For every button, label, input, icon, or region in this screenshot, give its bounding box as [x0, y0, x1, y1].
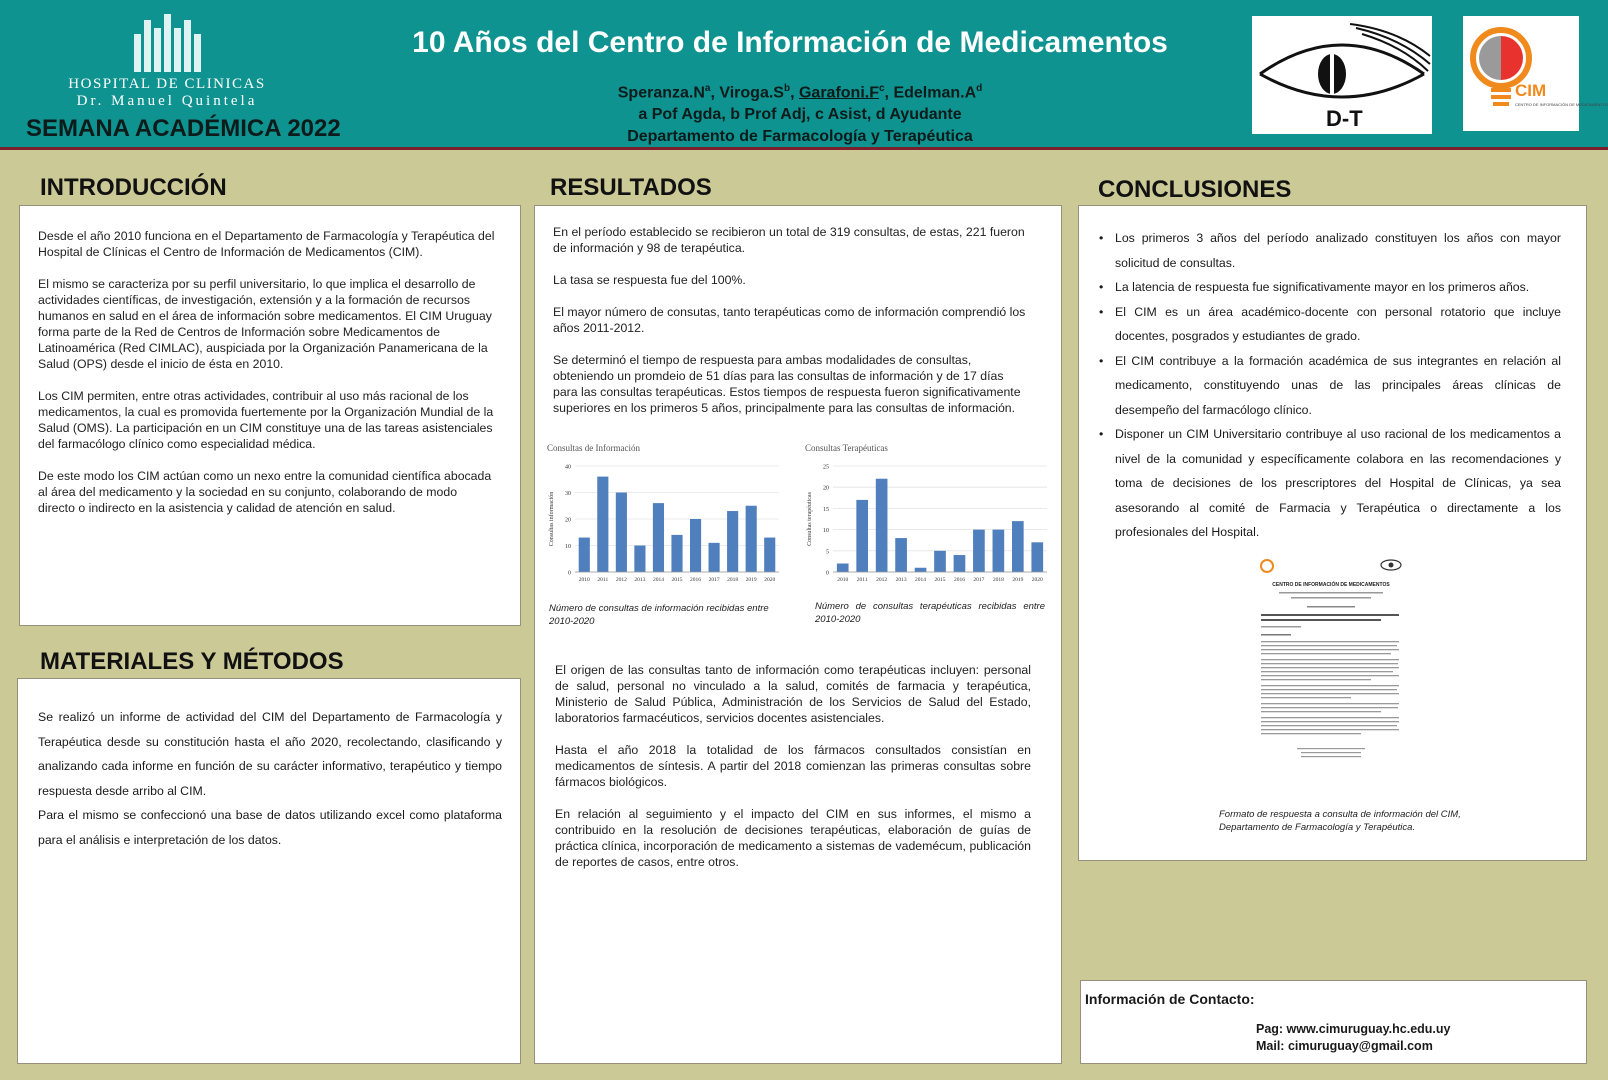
y-tick-label: 5	[826, 549, 829, 556]
y-tick-label: 0	[568, 570, 571, 577]
y-tick-label: 0	[826, 570, 829, 577]
x-tick-label: 2017	[708, 577, 720, 583]
results-panel	[534, 205, 1062, 1064]
hospital-columns-icon	[62, 14, 272, 72]
bar-2010	[579, 538, 590, 572]
y-tick-label: 20	[823, 485, 829, 492]
results-title: RESULTADOS	[550, 174, 712, 201]
intro-paragraph: De este modo los CIM actúan como un nexo entre la comunidad científica abocada al área del medicamento y la sociedad en su conjunto, colaborando de modo directo o indirecto en la asistencia y calidad de atención en salud.	[38, 469, 492, 515]
x-tick-label: 2018	[727, 577, 739, 583]
x-tick-label: 2020	[1031, 577, 1043, 583]
hospital-name: HOSPITAL DE CLINICAS	[68, 76, 266, 92]
chart-consultas-terapeuticas	[803, 440, 1053, 595]
x-tick-label: 2016	[690, 577, 702, 583]
x-tick-label: 2013	[634, 577, 646, 583]
results-paragraph: En el período establecido se recibieron un total de 319 consultas, de estas, 221 fueron de información y 98 de terapéutica.	[553, 225, 1025, 255]
conclusions-panel	[1078, 205, 1587, 861]
hospital-subname: Dr. Manuel Quintela	[76, 93, 258, 109]
poster-header	[0, 0, 1608, 150]
bar-2014	[653, 503, 664, 572]
results-paragraph: Se determinó el tiempo de respuesta para ambas modalidades de consultas, obteniendo un promdeio de 51 días para las consultas de información y de 17 días para las consultas terapéuticas. Estos tiempos de respuesta fueron significativamente superiores en los primeros 5 años, principalmente para las consultas de información.	[553, 353, 1021, 415]
results-paragraph: En relación al seguimiento y el impacto del CIM en sus informes, el mismo a contribuido en la resolución de decisiones terapéuticas, elaboración de guías de práctica clínica, incorporación de medicamento a sistemas de vademécum, publicación de reportes de casos, entre otros.	[555, 807, 1031, 869]
conclusion-item: • Los primeros 3 años del período analizado constituyen los años con mayor solicitud de consultas.	[1099, 226, 1561, 275]
bar-2013	[895, 538, 907, 572]
y-tick-label: 40	[565, 464, 571, 471]
bar-2015	[934, 551, 946, 572]
y-tick-label: 10	[565, 544, 571, 550]
department: Departamento de Farmacología y Terapéutica	[627, 128, 973, 146]
intro-paragraph: Desde el año 2010 funciona en el Departamento de Farmacología y Terapéutica del Hospital de Clínicas el Centro de Información de Medicamentos (CIM).	[38, 229, 495, 259]
y-tick-label: 15	[823, 506, 829, 513]
bar-2015	[671, 535, 682, 572]
x-tick-label: 2017	[973, 577, 985, 583]
y-axis-label: Consultas terapéuticas	[807, 492, 813, 546]
y-axis-label: Consultas información	[549, 491, 555, 547]
dft-eye-logo	[1252, 16, 1432, 134]
results-paragraph: El origen de las consultas tanto de información como terapéuticas incluyen: personal de salud, personal no vinculado a la salud, comités de farmacia y terapéutica, Ministerio de Salud Pública, Administración de los Servicios de Salud del Estado, laboratorios farmacéuticos, servicios docentes asistenciales.	[555, 663, 1031, 725]
contact-email[interactable]: Mail: cimuruguay@gmail.com	[1256, 1039, 1433, 1053]
intro-panel	[19, 205, 521, 626]
x-tick-label: 2019	[1012, 577, 1024, 583]
x-tick-label: 2020	[764, 577, 776, 583]
svg-text:CENTRO DE INFORMACIÓN DE MEDIC: CENTRO DE INFORMACIÓN DE MEDICAMENTOS	[1272, 582, 1390, 588]
bar-2011	[597, 477, 608, 572]
conclusions-title: CONCLUSIONES	[1098, 176, 1292, 203]
x-tick-label: 2010	[578, 577, 590, 583]
chart-title: Consultas Terapéuticas	[805, 443, 888, 453]
cim-logo	[1463, 16, 1608, 131]
x-tick-label: 2010	[837, 577, 849, 583]
x-tick-label: 2018	[992, 577, 1004, 583]
methods-panel	[17, 678, 521, 1064]
poster-title: 10 Años del Centro de Información de Medicamentos	[412, 26, 1168, 59]
chart-title: Consultas de Información	[547, 443, 640, 453]
x-tick-label: 2014	[915, 577, 927, 583]
intro-paragraph: El mismo se caracteriza por su perfil universitario, lo que implica el desarrollo de actividades científicas, de investigación, extensión y a la formación de recursos humanos en salud en el área de información sobre medicamentos. El CIM Uruguay forma parte de la Red de Centros de Información sobre Medicamentos de Latinoamérica (Red CIMLAC), auspiciada por la Organización Panamericana de la Salud (OPS) desde el inicio de ésta en 2010.	[38, 277, 492, 371]
x-tick-label: 2011	[597, 577, 609, 583]
methods-title: MATERIALES Y MÉTODOS	[40, 648, 344, 675]
results-paragraph: El mayor número de consutas, tanto terapéuticas como de información comprendió los años 2011-2012.	[553, 305, 1026, 335]
document-figure-caption: Formato de respuesta a consulta de información del CIM, Departamento de Farmacología y Terapéutica.	[1219, 809, 1461, 833]
y-tick-label: 10	[823, 528, 829, 535]
x-tick-label: 2016	[953, 577, 965, 583]
results-text-bottom	[555, 662, 1031, 886]
conclusion-item: • La latencia de respuesta fue significativamente mayor en los primeros años.	[1099, 275, 1561, 300]
contact-panel	[1080, 980, 1587, 1064]
intro-text	[38, 228, 496, 532]
methods-text	[38, 705, 502, 852]
bar-2012	[616, 493, 627, 573]
svg-text:CIM: CIM	[1515, 81, 1547, 100]
x-tick-label: 2013	[895, 577, 907, 583]
results-paragraph: La tasa se respuesta fue del 100%.	[553, 273, 746, 287]
y-tick-label: 25	[823, 464, 829, 471]
intro-title: INTRODUCCIÓN	[40, 174, 227, 201]
x-tick-label: 2015	[934, 577, 946, 583]
bar-2013	[634, 546, 645, 573]
x-tick-label: 2019	[745, 577, 757, 583]
response-format-document-image	[1257, 556, 1405, 766]
methods-paragraph: Para el mismo se confeccionó una base de datos utilizando excel como plataforma para el análisis e interpretación de los datos.	[38, 808, 502, 847]
author-roles: a Pof Agda, b Prof Adj, c Asist, d Ayudante	[638, 106, 962, 124]
hospital-logo	[62, 14, 272, 110]
bar-2018	[727, 511, 738, 572]
bar-2016	[690, 519, 701, 572]
results-paragraph: Hasta el año 2018 la totalidad de los fármacos consultados consistían en medicamentos de síntesis. A partir del 2018 comienzan las primeras consultas sobre fármacos biológicos.	[555, 743, 1031, 789]
bar-2019	[1012, 521, 1024, 572]
conclusion-item: • El CIM contribuye a la formación académica de sus integrantes en relación al medicamento, constituyendo unas de las principales áreas clínicas de desempeño del farmacólogo clínico.	[1099, 349, 1561, 423]
bar-2016	[954, 555, 966, 572]
bar-2011	[856, 500, 868, 572]
bar-2019	[746, 506, 757, 572]
results-text-top	[553, 224, 1027, 432]
conclusion-item: • El CIM es un área académico-docente con personal rotatorio que incluye docentes, posgrados y estudiantes de grado.	[1099, 300, 1561, 349]
event-name: SEMANA ACADÉMICA 2022	[26, 115, 341, 142]
contact-website[interactable]: Pag: www.cimuruguay.hc.edu.uy	[1256, 1022, 1451, 1036]
chart-ter-caption: Número de consultas terapéuticas recibidas entre 2010-2020	[815, 601, 1045, 625]
bar-2012	[876, 479, 888, 572]
y-tick-label: 20	[565, 517, 571, 524]
chart-info-caption: Número de consultas de información recibidas entre 2010-2020	[549, 603, 769, 627]
x-tick-label: 2012	[615, 577, 627, 583]
x-tick-label: 2015	[671, 577, 683, 583]
bar-2020	[764, 538, 775, 572]
bar-2017	[709, 543, 720, 572]
conclusion-item: • Disponer un CIM Universitario contribuye al uso racional de los medicamentos a nivel de la comunidad y específicamente colabora en las recomendaciones y toma de decisiones de los prescriptores del Hospital de Clínicas, ya sea asesorando al comité de Farmacia y Terapéutica o directamente a los profesionales del Hospital.	[1099, 422, 1561, 545]
svg-text:D-T: D-T	[1326, 106, 1363, 131]
y-tick-label: 30	[565, 491, 571, 497]
methods-paragraph: Se realizó un informe de actividad del CIM del Departamento de Farmacología y Terapéutica desde su constitución hasta el año 2020, recolectando, clasificando y analizando cada informe en función de su carácter informativo, terapéutico y tiempo respuesta desde arribo al CIM.	[38, 710, 502, 798]
authors-block	[520, 78, 1080, 148]
x-tick-label: 2012	[876, 577, 888, 583]
bar-2010	[837, 564, 849, 572]
bar-2014	[915, 568, 927, 572]
x-tick-label: 2014	[652, 577, 664, 583]
bar-2017	[973, 530, 985, 572]
conclusions-list	[1099, 226, 1561, 545]
intro-paragraph: Los CIM permiten, entre otras actividades, contribuir al uso más racional de los medicamentos, la cual es promovida fuertemente por la Organización Mundial de la Salud (OMS). La participación en un CIM constituye una de las tareas asistenciales del farmacólogo clínico como especialidad médica.	[38, 389, 494, 451]
chart-consultas-informacion	[545, 440, 785, 595]
author-list: $Speranza.N^a$, $Viroga.S^b$, $Garafoni.F^c$, $Edelman.A^d$	[617, 83, 983, 102]
contact-title: Información de Contacto:	[1085, 991, 1255, 1007]
svg-text:CENTRO DE INFORMACIÓN DE MEDIC: CENTRO DE INFORMACIÓN DE MEDICAMENTOS	[1515, 102, 1608, 107]
bar-2018	[993, 530, 1005, 572]
x-tick-label: 2011	[856, 577, 868, 583]
bar-2020	[1031, 542, 1043, 572]
